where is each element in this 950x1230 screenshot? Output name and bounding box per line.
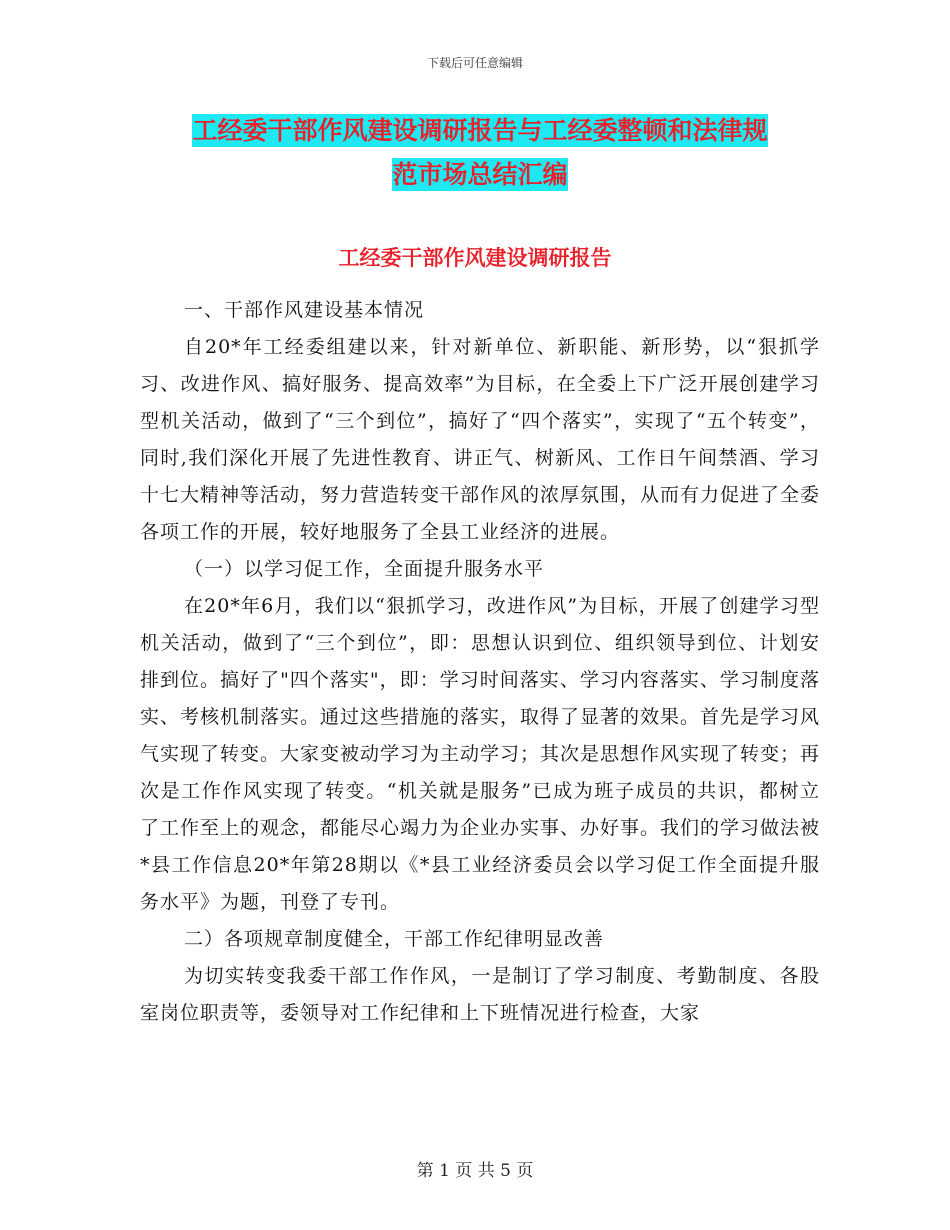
- subheading-paragraph-1: （一）以学习促工作，全面提升服务水平: [184, 558, 545, 580]
- body-paragraph-1: 自20*年工经委组建以来，针对新单位、新职能、新形势，以“狠抓学习、改进作风、搞好服务、提高效率”为目标，在全委上下广泛开展创建学习型机关活动，做到了“三个到位”，搞好了“四个落实”，实现了“五个转变”，同时,我们深化开展了先进性教育、讲正气、树新风、工作日午间禁酒、学习十七大精神等活动，努力营造转变干部作风的浓厚氛围，从而有力促进了全委各项工作的开展，较好地服务了全县工业经济的进展。: [140, 336, 821, 543]
- document-title-line-1-text: 工经委干部作风建设调研报告与工经委整顿和法律规: [192, 116, 768, 145]
- document-title-line-2-text: 范市场总结汇编: [392, 160, 568, 189]
- body-paragraph-2: 在20*年6月，我们以“狠抓学习，改进作风”为目标，开展了创建学习型机关活动，做到了“三个到位”，即：思想认识到位、组织领导到位、计划安排到位。搞好了"四个落实"，即：学习时间落实、学习内容落实、学习制度落实、考核机制落实。通过这些措施的落实，取得了显著的效果。首先是学习风气实现了转变。大家变被动学习为主动学习；其次是思想作风实现了转变；再次是工作作风实现了转变。“机关就是服务”已成为班子成员的共识，都树立了工作至上的观念，都能尽心竭力为企业办实事、办好事。我们的学习做法被*县工作信息20*年第28期以《*县工业经济委员会以学习促工作全面提升服务水平》为题，刊登了专刊。: [140, 595, 821, 913]
- section-title: 工经委干部作风建设调研报告: [338, 246, 612, 270]
- subheading-paragraph-2: 二）各项规章制度健全，干部工作纪律明显改善: [184, 928, 605, 950]
- document-body: [140, 292, 820, 1032]
- page-indicator: 第 1 页 共 5 页: [416, 1161, 534, 1181]
- document-title-line-2: [140, 151, 820, 199]
- document-title-line-1: [140, 107, 820, 155]
- heading-paragraph-1: 一、干部作风建设基本情况: [184, 299, 425, 321]
- header-note: 下载后可任意编辑: [426, 56, 523, 70]
- body-paragraph-3: 为切实转变我委干部工作作风，一是制订了学习制度、考勤制度、各股室岗位职责等，委领导对工作纪律和上下班情况进行检查，大家: [140, 965, 820, 1024]
